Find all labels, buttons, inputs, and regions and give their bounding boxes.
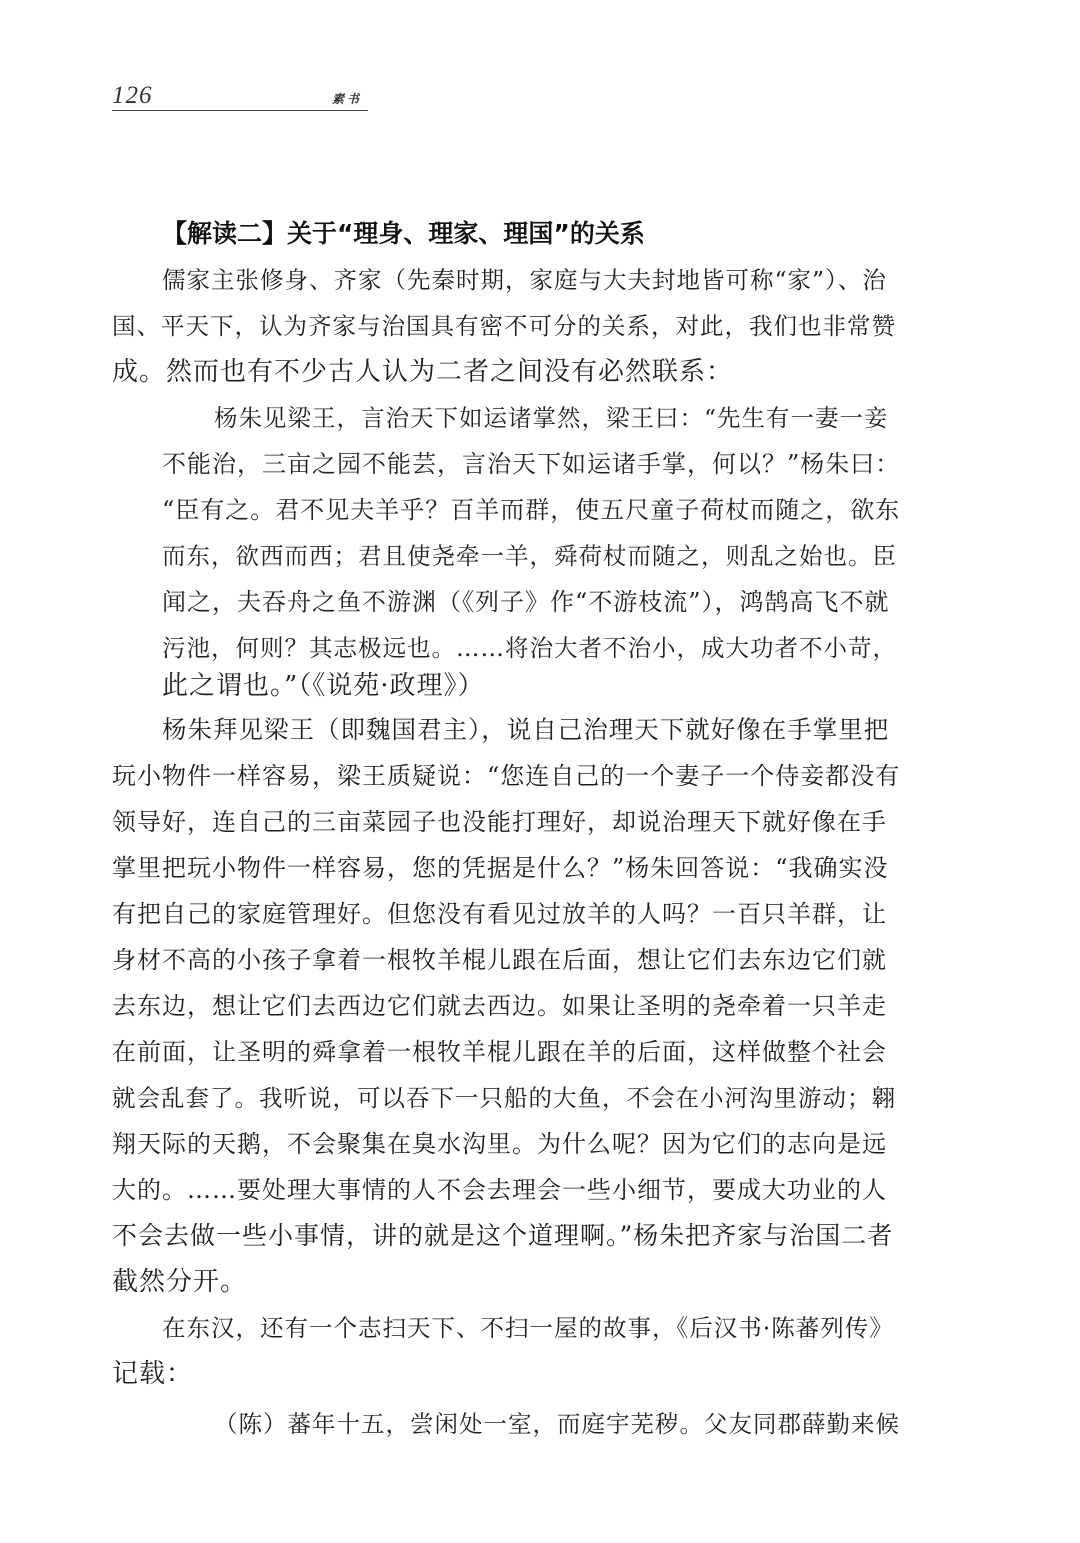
text-line: 玩小物件一样容易，梁王质疑说：“您连自己的一个妻子一个侍妾都没有 — [112, 762, 901, 790]
quote-line: 污池，何则？其志极远也。……将治大者不治小，成大功者不小苛， — [162, 634, 897, 662]
text-line: 去东边，想让它们去西边它们就去西边。如果让圣明的尧牵着一只羊走 — [112, 992, 887, 1020]
text-line: 翔天际的天鹅，不会聚集在臭水沟里。为什么呢？因为它们的志向是远 — [112, 1130, 887, 1158]
running-head-title: 素书 — [332, 92, 363, 106]
quote-line: 闻之，夫吞舟之鱼不游渊（《列子》作“不游枝流”），鸿鹄高飞不就 — [162, 588, 890, 616]
quote-line: “臣有之。君不见夫羊乎？百羊而群，使五尺童子荷杖而随之，欲东 — [162, 496, 901, 524]
text-line: 在东汉，还有一个志扫天下、不扫一屋的故事，《后汉书·陈蕃列传》 — [162, 1314, 894, 1342]
text-line: 领导好，连自己的三亩菜园子也没能打理好，却说治理天下就好像在手 — [112, 808, 887, 836]
quote-line: 杨朱见梁王，言治天下如运诸掌然，梁王曰：“先生有一妻一妾 — [214, 404, 889, 432]
text-line: 杨朱拜见梁王（即魏国君主），说自己治理天下就好像在手掌里把 — [162, 715, 890, 744]
quote-line: 不能治，三亩之园不能芸，言治天下如运诸手掌，何以？”杨朱曰： — [162, 450, 901, 478]
text-line: 记载： — [112, 1359, 194, 1389]
text-line: 不会去做一些小事情，讲的就是这个道理啊。”杨朱把齐家与治国二者 — [112, 1221, 894, 1250]
section-heading: 【解读二】关于“理身、理家、理国”的关系 — [162, 219, 645, 248]
text-line: 国、平天下，认为齐家与治国具有密不可分的关系，对此，我们也非常赞 — [112, 312, 896, 340]
quote-line: 而东，欲西而西；君且使尧牵一羊，舜荷杖而随之，则乱之始也。臣 — [162, 542, 897, 570]
text-line: 掌里把玩小物件一样容易，您的凭据是什么？”杨朱回答说：“我确实没 — [112, 854, 889, 882]
text-line: 大的。……要处理大事情的人不会去理会一些小细节，要成大功业的人 — [112, 1176, 887, 1204]
text-line: 截然分开。 — [112, 1267, 248, 1297]
text-line: 在前面，让圣明的舜拿着一根牧羊棍儿跟在羊的后面，这样做整个社会 — [112, 1038, 887, 1066]
quote-line: （陈）蕃年十五，尝闲处一室，而庭宇芜秽。父友同郡薛勤来候 — [214, 1410, 900, 1438]
text-line: 成。然而也有不少古人认为二者之间没有必然联系： — [112, 357, 734, 387]
text-line: 身材不高的小孩子拿着一根牧羊棍儿跟在后面，想让它们去东边它们就 — [112, 946, 887, 974]
text-line: 儒家主张修身、齐家（先秦时期，家庭与大夫封地皆可称“家”）、治 — [162, 266, 887, 294]
text-line: 就会乱套了。我听说，可以吞下一只船的大鱼，不会在小河沟里游动；翱 — [112, 1084, 896, 1112]
page-number: 126 — [112, 82, 153, 109]
text-line: 有把自己的家庭管理好。但您没有看见过放羊的人吗？一百只羊群，让 — [112, 900, 887, 928]
header-rule — [112, 110, 368, 111]
quote-line: 此之谓也。”（《说苑·政理》） — [162, 671, 485, 701]
